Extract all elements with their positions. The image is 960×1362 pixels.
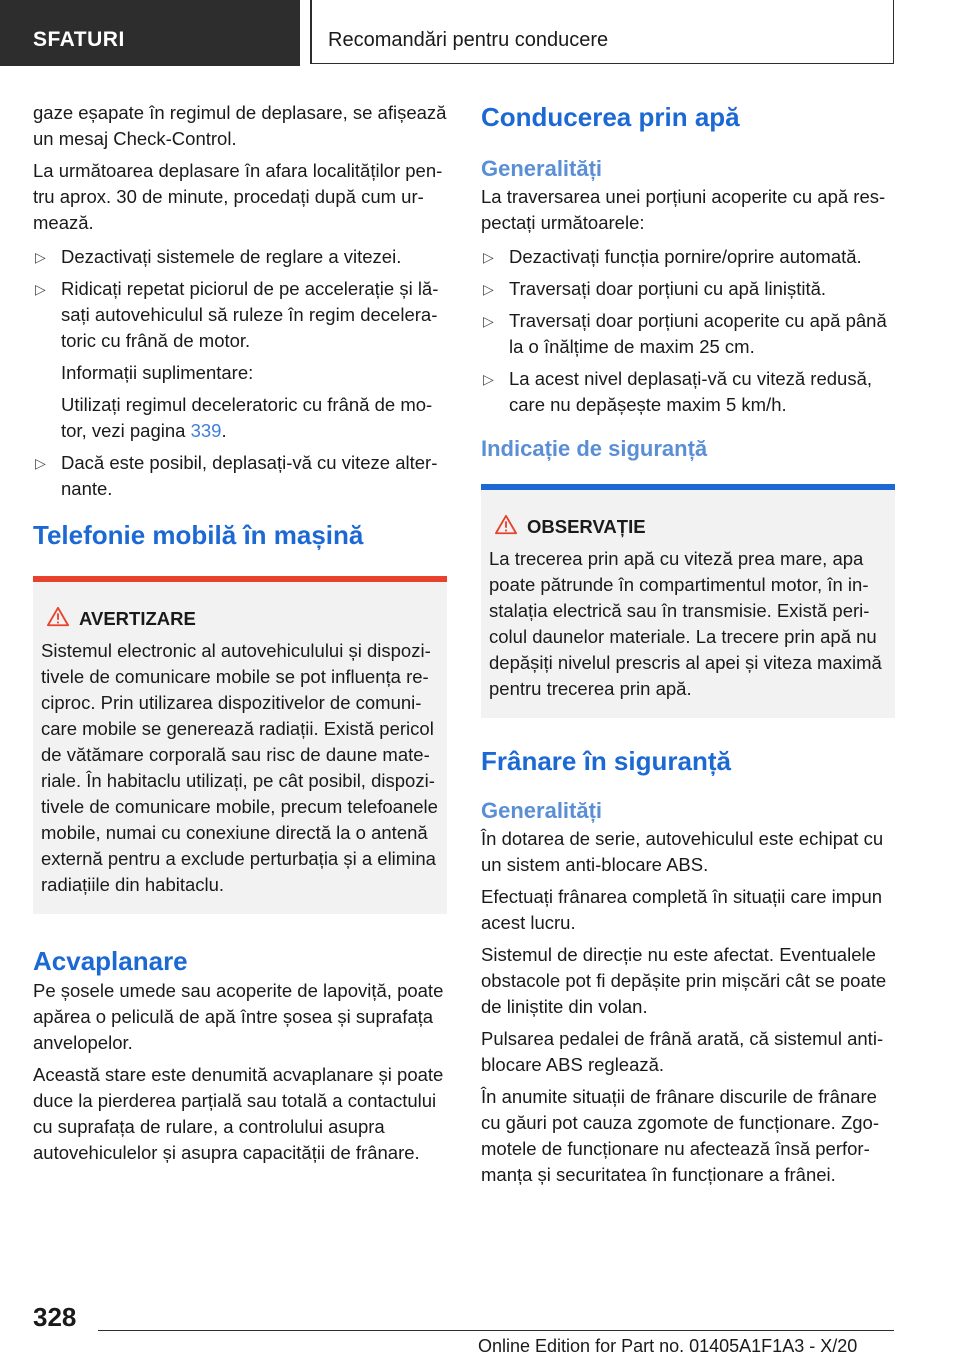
chapter-tab	[310, 0, 894, 64]
list-item: ▷ Dezactivați sistemele de reglare a vitezei.	[33, 244, 447, 270]
triangle-right-icon: ▷	[35, 249, 46, 265]
section-heading: Frânare în siguranță	[481, 746, 731, 776]
list-item: ▷ Ridicați repetat piciorul de pe accelerație și lăsați autovehiculul să ruleze în regim deceleratoric cu frână de motor. Informații suplimentare: Utilizați regimul deceleratoric cu frână de motor, vezi pagina 339.	[33, 276, 447, 444]
notice-text: La trecerea prin apă cu viteză prea mare, apa poate pătrunde în compartimentul motor, în instalația electrică sau în transmisie. Există pericolul daunelor materiale. La trecere prin apă nu depășiți nivelul prescris al apei și viteza maximă pentru trecerea prin apă.	[489, 548, 882, 699]
paragraph: gaze eșapate în regimul de deplasare, se afișează un mesaj Check-Control.	[33, 102, 447, 149]
section-heading: Telefonie mobilă în mașină	[33, 520, 364, 550]
notice-box	[481, 484, 895, 718]
section-tab	[0, 0, 300, 66]
more-info-label: Informații suplimentare:	[61, 362, 254, 383]
bullet-list	[481, 244, 895, 418]
triangle-right-icon: ▷	[35, 281, 46, 297]
subsection-heading: Indicație de siguranță	[481, 436, 708, 461]
warning-text: Sistemul electronic al autovehiculului și dispozitivele de comunicare mobile se pot influența reciproc. Prin utilizarea dispozitivelor de comunicare mobile se generează radiații. Există pericol de vătămare corporală sau risc de daune materiale. În habitaclu utilizați, pe cât posibil, dispozitivele de comunicare mobile, precum telefoanele mobile, numai cu conexiune directă la o antenă externă pentru a exclude perturbația și a elimina radiațiile din habitaclu.	[41, 640, 438, 895]
paragraph: Sistemul de direcție nu este afectat. Eventualele obstacole pot fi depășite prin mișcări cât se poate de liniștite din volan.	[481, 944, 887, 1017]
chapter-label: Recomandări pentru conducere	[328, 29, 609, 51]
list-item: ▷ Traversați doar porțiuni acoperite cu apă până la o înălțime de maxim 25 cm.	[483, 310, 887, 357]
section-heading: Conducerea prin apă	[481, 102, 740, 132]
triangle-right-icon: ▷	[35, 455, 46, 471]
section-heading: Acvaplanare	[33, 946, 188, 976]
page-reference: Utilizați regimul deceleratoric cu frână de motor, vezi pagina 339.	[61, 394, 433, 441]
bullet-list	[33, 244, 447, 502]
paragraph: Această stare este denumită acvaplanare și poate duce la pierderea parțială sau totală a contactului cu suprafața de rulare, a controlului asupra autovehiculelor și asupra capacității de frânare.	[33, 1064, 444, 1163]
triangle-right-icon: ▷	[483, 281, 494, 297]
warning-triangle-icon	[495, 514, 517, 536]
footer-divider	[98, 1330, 894, 1331]
list-item: ▷ La acest nivel deplasați-vă cu viteză redusă, care nu depășește maxim 5 km/h.	[483, 368, 873, 415]
triangle-right-icon: ▷	[483, 371, 494, 387]
edition-label: Online Edition for Part no. 01405A1F1A3 - X/20	[478, 1336, 858, 1356]
paragraph: În dotarea de serie, autovehiculul este echipat cu un sistem anti-blocare ABS.	[481, 828, 884, 875]
paragraph: La traversarea unei porțiuni acoperite cu apă respectați următoarele:	[481, 186, 886, 233]
list-item: ▷ Dacă este posibil, deplasați-vă cu viteze alternante.	[35, 452, 438, 499]
list-item: ▷ Traversați doar porțiuni cu apă liniștită.	[481, 276, 895, 302]
paragraph: La următoarea deplasare în afara localităților pentru aprox. 30 de minute, procedați după cum urmează.	[33, 160, 443, 233]
subsection-heading: Generalități	[481, 798, 603, 823]
left-column	[33, 100, 447, 1172]
paragraph: Pe șosele umede sau acoperite de lapoviță, poate apărea o peliculă de apă între șosea și suprafața anvelopelor.	[33, 980, 444, 1053]
section-label: SFATURI	[33, 28, 125, 51]
warning-title: AVERTIZARE	[41, 606, 439, 632]
page-link[interactable]: 339	[190, 420, 222, 441]
right-column	[481, 100, 895, 1194]
triangle-right-icon: ▷	[483, 249, 494, 265]
warning-triangle-icon	[47, 606, 69, 628]
list-item: ▷ Dezactivați funcția pornire/oprire automată.	[481, 244, 895, 270]
subsection-heading: Generalități	[481, 156, 603, 181]
triangle-right-icon: ▷	[483, 313, 494, 329]
notice-title: OBSERVAȚIE	[489, 514, 887, 540]
paragraph: În anumite situații de frânare discurile de frânare cu găuri pot cauza zgomote de funcționare. Zgomotele de funcționare nu afectează însă performanța și securitatea în funcționare a frânei.	[481, 1086, 879, 1185]
warning-box	[33, 576, 447, 914]
paragraph: Pulsarea pedalei de frână arată, că sistemul antiblocare ABS reglează.	[481, 1028, 884, 1075]
page-number: 328	[33, 1302, 77, 1332]
paragraph: Efectuați frânarea completă în situații care impun acest lucru.	[481, 886, 883, 933]
